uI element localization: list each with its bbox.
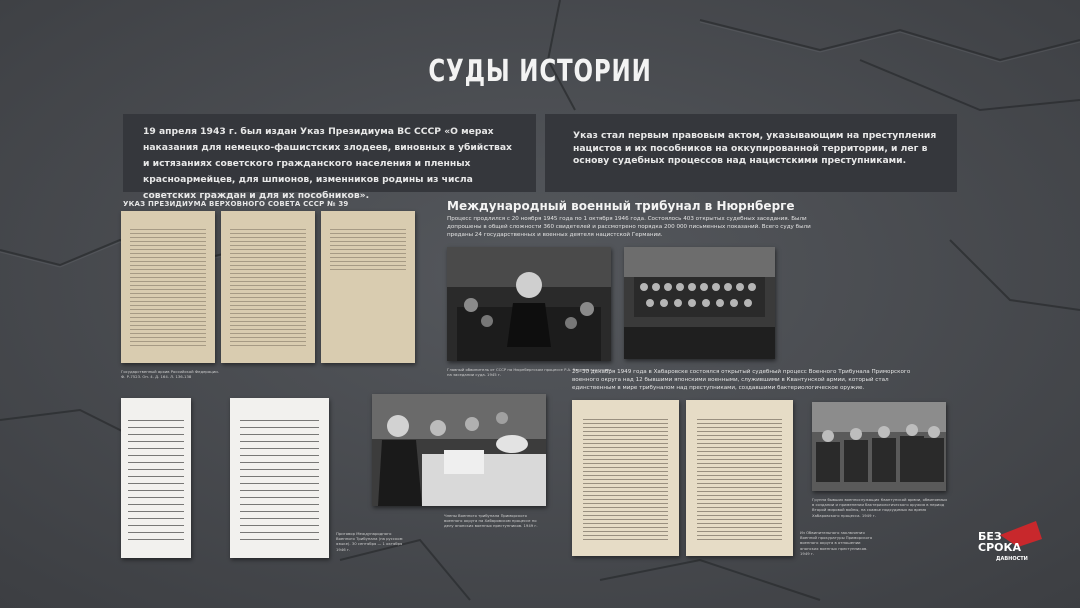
logo-line-3: ДАВНОСТИ xyxy=(996,556,1028,562)
page-title: СУДЫ ИСТОРИИ xyxy=(428,54,652,89)
significance-panel xyxy=(545,114,957,192)
rudenko-caption: Главный обвинитель от СССР на Нюрнбергском процессе Р.А. Руденко выступает на заседании суда. 1945 г. xyxy=(447,367,612,378)
verdict-caption: Приговор Международного Военного Трибунала (на русском языке). 30 сентября — 1 октября 1946 г. xyxy=(336,531,403,552)
tribunal-members-photo xyxy=(372,394,546,506)
members-caption: Члены Военного трибунала Приморского военного округа на Хабаровском процессе по делу японских военных преступников. 1949 г. xyxy=(444,513,538,529)
intro-panel xyxy=(123,114,536,201)
nuremberg-text: Процесс продлился с 20 ноября 1945 года по 1 октября 1946 года. Состоялось 403 открытых судебных заседания. Были допрошены в общей сложности 360 свидетелей и рассмотрено порядка 200 000 письменных показаний. Всего суду были преданы 24 государственных и военных деятеля нацистской Германии. xyxy=(447,216,811,239)
decree-heading: УКАЗ ПРЕЗИДИУМА ВЕРХОВНОГО СОВЕТА СССР № 39 xyxy=(123,200,349,208)
khabarovsk-text: 25–30 декабря 1949 года в Хабаровске состоялся открытый судебный процесс Военного Трибунала Приморского военного округа над 12 бывшими японскими военными, служившими в Квантунской армии, который стал единственным в мире трибуналом над преступниками, создавшими бактериологическое оружие. xyxy=(572,369,911,392)
decree-page-1 xyxy=(121,211,215,363)
intro-text: 19 апреля 1943 г. был издан Указ Президиума ВС СССР «О мерах наказания для немецко-фашистских злодеев, виновных в убийствах и истязаниях советского гражданского населения и пленных красноармейцев, для шпионов, изменников родины из числа советских граждан и для их пособников». xyxy=(143,126,512,201)
decree-page-2 xyxy=(221,211,315,363)
indictment-caption: Из Обвинительного заключения Военной прокуратуры Приморского военного округа в отношении японских военных преступников. 1949 г. xyxy=(800,530,873,556)
indictment-page-1 xyxy=(572,400,679,556)
courtroom-photo xyxy=(624,247,775,359)
decree-page-3 xyxy=(321,211,415,363)
defendants-caption: Группа бывших военнослужащих Квантунской армии, обвиняемых в создании и применении бактериологического оружия в период Второй мировой войны, на скамье подсудимых во время Хабаровского процесса. 1949 г. xyxy=(812,497,948,518)
rudenko-photo xyxy=(447,247,611,361)
verdict-page-1 xyxy=(121,398,191,558)
defendants-photo xyxy=(812,402,946,491)
indictment-page-2 xyxy=(686,400,793,556)
significance-text: Указ стал первым правовым актом, указывающим на преступления нацистов и их пособников на оккупированной территории, и лег в основу судебных процессов над нацистскими преступниками. xyxy=(573,130,937,166)
decree-caption: Государственный архив Российской Федерации. Ф. Р-7523. Оп. 4. Д. 164. Л. 136-138 xyxy=(121,369,219,380)
bez-sroka-logo xyxy=(978,521,1042,569)
logo-line-2: СРОКА xyxy=(978,541,1021,554)
nuremberg-title: Международный военный трибунал в Нюрнберге xyxy=(447,199,795,213)
logo-line-1: БЕЗ xyxy=(978,530,1002,543)
verdict-page-2 xyxy=(230,398,329,558)
